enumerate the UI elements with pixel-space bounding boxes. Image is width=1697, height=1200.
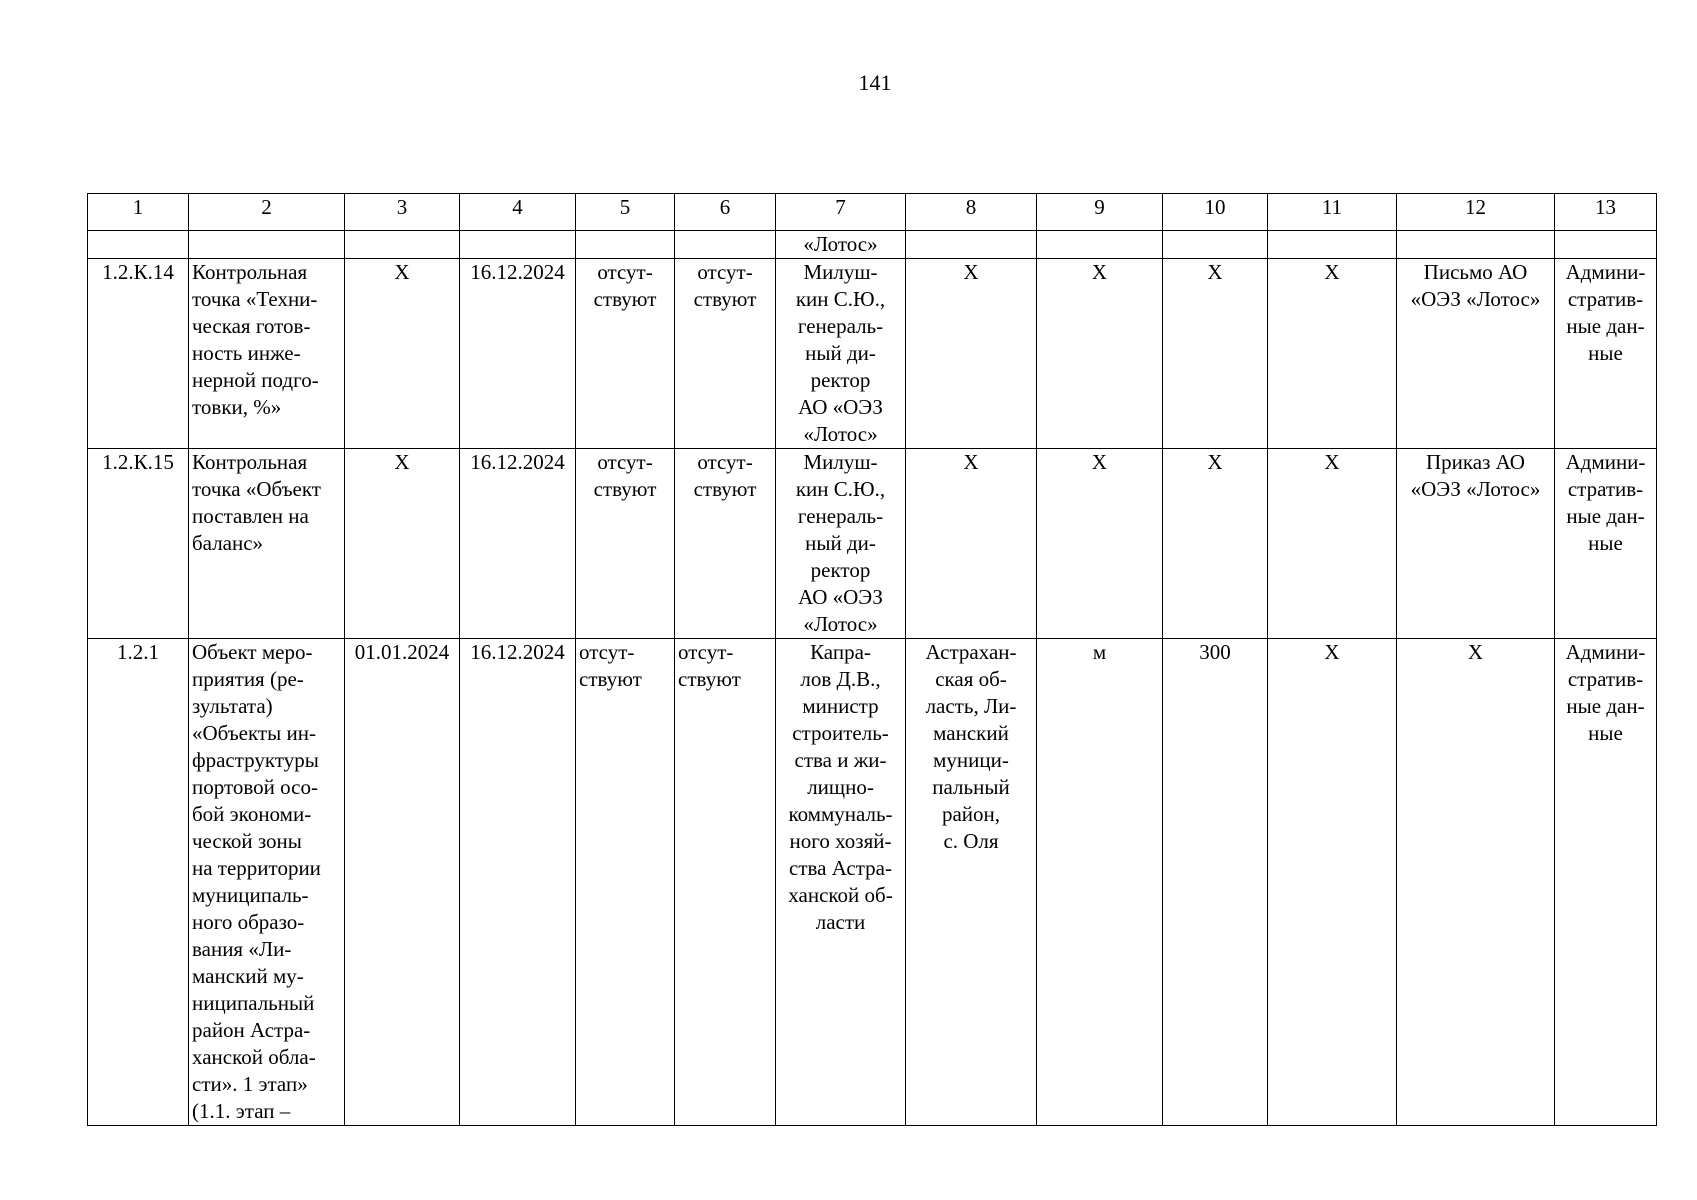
table-cell — [1037, 231, 1163, 259]
table-cell: отсут- ствуют — [576, 449, 675, 639]
table-cell: отсут- ствуют — [675, 259, 776, 449]
table-cell — [576, 231, 675, 259]
item-name: Контрольная точка «Объект поставлен на баланс» — [189, 449, 345, 639]
unit: Х — [1037, 449, 1163, 639]
data-table — [87, 193, 1657, 1126]
table-row — [88, 449, 1657, 639]
table-cell: «Лотос» — [776, 231, 906, 259]
start-date: Х — [345, 259, 460, 449]
document-type: Письмо АО «ОЭЗ «Лотос» — [1397, 259, 1555, 449]
data-source: Админи- стратив- ные дан- ные — [1555, 639, 1657, 1126]
row-number: 1.2.1 — [88, 639, 189, 1126]
table-cell — [1268, 231, 1397, 259]
responsible-person: Милуш- кин С.Ю., генераль- ный ди- ректор АО «ОЭЗ «Лотос» — [776, 449, 906, 639]
column-number: 11 — [1268, 194, 1397, 231]
table-cell: отсут- ствуют — [576, 639, 675, 1126]
column-number: 9 — [1037, 194, 1163, 231]
table-cell: отсут- ствуют — [576, 259, 675, 449]
item-name: Контрольная точка «Техни- ческая готов- ность инже- нерной подго- товки, %» — [189, 259, 345, 449]
column-number: 2 — [189, 194, 345, 231]
table-cell — [345, 231, 460, 259]
value: Х — [1163, 449, 1268, 639]
column-number: 13 — [1555, 194, 1657, 231]
row-number: 1.2.К.14 — [88, 259, 189, 449]
document-type: Приказ АО «ОЭЗ «Лотос» — [1397, 449, 1555, 639]
row-number: 1.2.К.15 — [88, 449, 189, 639]
responsible-person: Милуш- кин С.Ю., генераль- ный ди- ректор АО «ОЭЗ «Лотос» — [776, 259, 906, 449]
item-name: Объект меро- приятия (ре- зультата) «Объекты ин- фраструктуры портовой осо- бой экономи- ческой зоны на территории муниципаль- ного образо- вания «Ли- манский му- ниципальный район Астра- ханской обла- сти». 1 этап» (1.1. этап – — [189, 639, 345, 1126]
table-cell: Х — [1268, 259, 1397, 449]
unit: Х — [1037, 259, 1163, 449]
end-date: 16.12.2024 — [460, 639, 576, 1126]
table-cell — [675, 231, 776, 259]
value: Х — [1163, 259, 1268, 449]
table-cell — [1163, 231, 1268, 259]
column-number: 8 — [906, 194, 1037, 231]
column-number: 6 — [675, 194, 776, 231]
table-row — [88, 639, 1657, 1126]
column-number: 5 — [576, 194, 675, 231]
table-cell: Х — [1268, 639, 1397, 1126]
data-source: Админи- стратив- ные дан- ные — [1555, 259, 1657, 449]
table-cell: отсут- ствуют — [675, 449, 776, 639]
table-cell — [1397, 231, 1555, 259]
column-number: 10 — [1163, 194, 1268, 231]
end-date: 16.12.2024 — [460, 259, 576, 449]
column-number-row — [88, 194, 1657, 231]
table-cell — [460, 231, 576, 259]
start-date: Х — [345, 449, 460, 639]
table-row — [88, 259, 1657, 449]
unit: м — [1037, 639, 1163, 1126]
column-number: 4 — [460, 194, 576, 231]
table-cell: Х — [1268, 449, 1397, 639]
responsible-person: Капра- лов Д.В., министр строитель- ства и жи- лищно- коммуналь- ного хозяй- ства Астра- ханской об- ласти — [776, 639, 906, 1126]
table-cell: отсут- ствуют — [675, 639, 776, 1126]
location: Х — [906, 259, 1037, 449]
data-source: Админи- стратив- ные дан- ные — [1555, 449, 1657, 639]
location: Астрахан- ская об- ласть, Ли- манский муници- пальный район, с. Оля — [906, 639, 1037, 1126]
value: 300 — [1163, 639, 1268, 1126]
column-number: 7 — [776, 194, 906, 231]
column-number: 12 — [1397, 194, 1555, 231]
table-cell — [88, 231, 189, 259]
table-cell — [189, 231, 345, 259]
document-type: Х — [1397, 639, 1555, 1126]
start-date: 01.01.2024 — [345, 639, 460, 1126]
column-number: 1 — [88, 194, 189, 231]
table-cell — [1555, 231, 1657, 259]
end-date: 16.12.2024 — [460, 449, 576, 639]
table-cell — [906, 231, 1037, 259]
continuation-row — [88, 231, 1657, 259]
location: Х — [906, 449, 1037, 639]
page-number: 141 — [858, 70, 892, 95]
column-number: 3 — [345, 194, 460, 231]
